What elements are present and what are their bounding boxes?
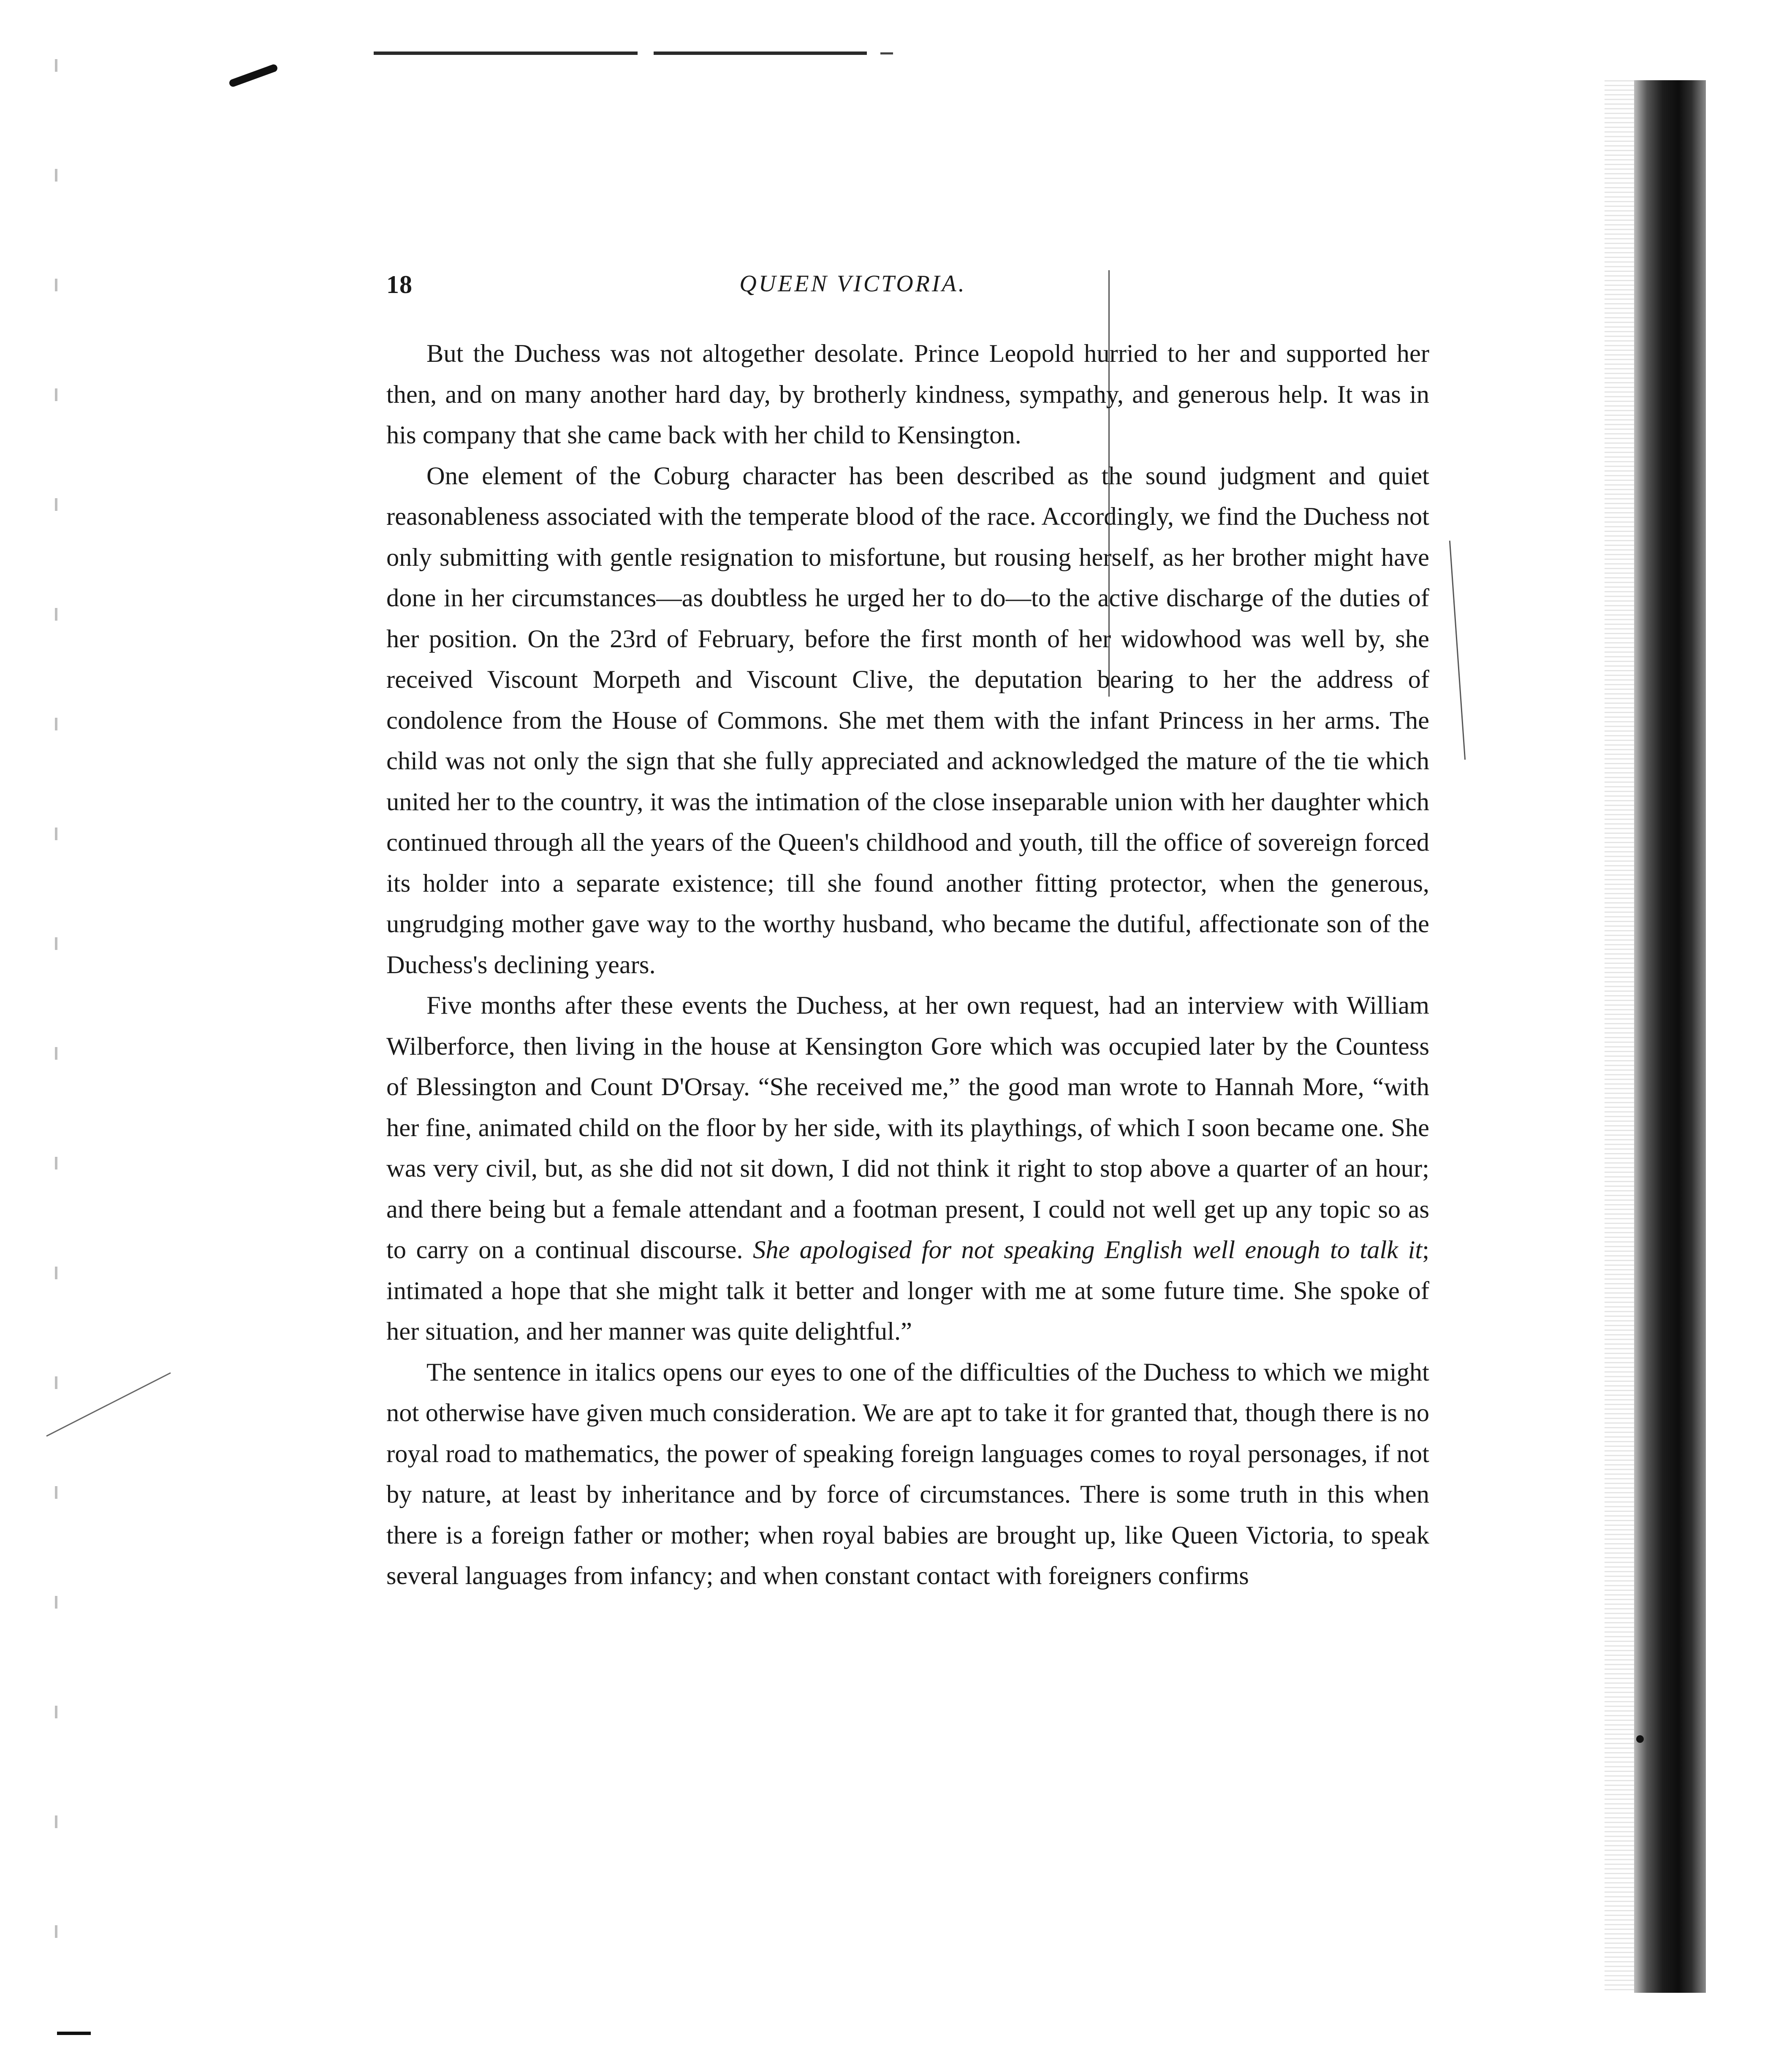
crease-line bbox=[1449, 541, 1466, 760]
italic-quote: She apologised for not speaking English well enough to talk it bbox=[752, 1236, 1423, 1264]
page-edge-shadow bbox=[1634, 80, 1706, 1993]
ink-mark bbox=[1636, 1735, 1644, 1743]
body-text bbox=[386, 334, 1429, 1597]
margin-marks bbox=[55, 59, 57, 1959]
paragraph bbox=[386, 985, 1429, 1352]
paragraph: The sentence in italics opens our eyes to one of the difficulties of the Duchess to which we might not otherwise have given much consideration. We are apt to take it for granted that, though there is no royal road to mathematics, the power of speaking foreign languages comes to royal personages, if not by nature, at least by inheritance and by force of circumstances. There is some truth in this when there is a foreign father or mother; when royal babies are brought up, like Queen Victoria, to speak several languages from infancy; and when constant contact with foreigners confirms bbox=[386, 1358, 1429, 1590]
running-title: QUEEN VICTORIA. bbox=[739, 271, 967, 297]
paragraph-text: ; intimated a hope that she might talk it better and longer with me at some future time. She spoke of her situation, and her manner was quite delightful.” bbox=[386, 1236, 1430, 1346]
top-dash-mark bbox=[880, 52, 893, 54]
edge-speckle bbox=[1605, 80, 1638, 1993]
paragraph: One element of the Coburg character has been described as the sound judgment and quiet reasonableness associated with the temperate blood of the race. Accordingly, we find the Duchess not only submitting with gentle resignation to misfortune, but rousing herself, as her brother might have done in her circumstances—as doubtless he urged her to do—to the active discharge of the duties of her position. On the 23rd of February, before the first month of her widowhood was well by, she received Viscount Morpeth and Viscount Clive, the deputation bearing to her the address of condolence from the House of Commons. She met them with the infant Princess in her arms. The child was not only the sign that she fully appreciated and acknowledged the mature of the tie which united her to the country, it was the intimation of the close inseparable union with her daughter which continued through all the years of the Queen's childhood and youth, till the office of sovereign forced its holder into a separate existence; till she found another fitting protector, when the generous, ungrudging mother gave way to the worthy husband, who became the dutiful, affectionate son of the Duchess's declining years. bbox=[386, 461, 1429, 979]
stray-line bbox=[46, 1372, 171, 1436]
ink-mark bbox=[228, 63, 279, 88]
top-rule bbox=[654, 52, 867, 55]
page-number: 18 bbox=[386, 271, 413, 298]
top-rule bbox=[374, 52, 638, 55]
paragraph-text: Five months after these events the Duchess, at her own request, had an interview with William Wilberforce, then living in the house at Kensington Gore which was occupied later by the Countess of Blessington and Count D'Orsay. “She received me,” the good man wrote to Hannah More, “with her fine, animated child on the floor by her side, with its playthings, of which I soon became one. She was very civil, but, as she did not sit down, I did not think it right to stop above a quarter of an hour; and there being but a female attendant and a footman present, I could not well get up any topic so as to carry on a continual discourse. bbox=[386, 991, 1429, 1264]
ink-mark bbox=[57, 2032, 91, 2035]
paragraph: But the Duchess was not altogether desolate. Prince Leopold hurried to her and supported her then, and on many another hard day, by brotherly kindness, sympathy, and generous help. It was in his company that she came back with her child to Kensington. bbox=[386, 339, 1429, 449]
